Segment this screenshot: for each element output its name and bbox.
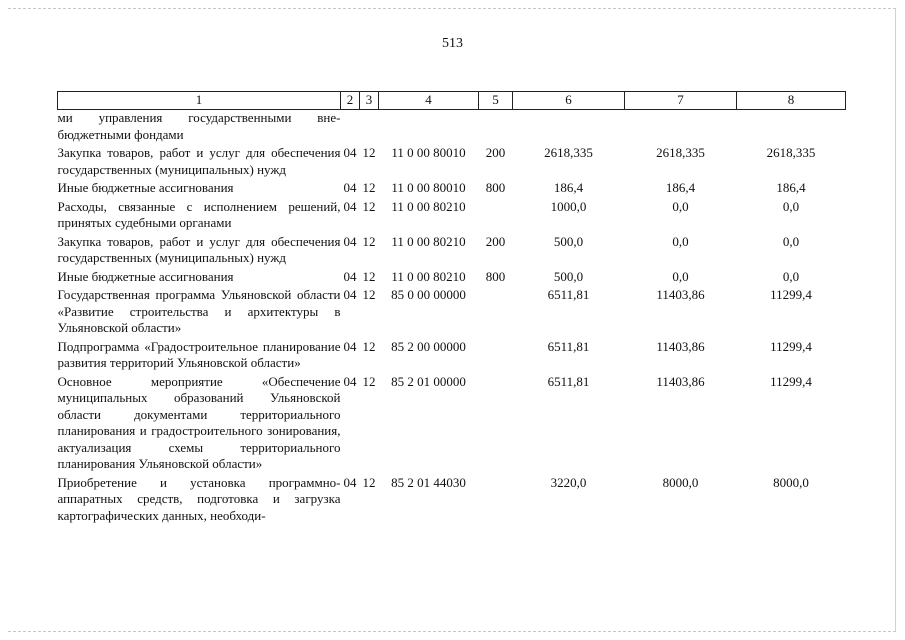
- target-article-cell: 85 2 01 00000: [391, 373, 466, 389]
- amount-year1-cell: 2618,335: [544, 145, 593, 160]
- amount-year3-cell: [737, 110, 846, 144]
- row-name-cell: Основное мероприятие «Обеспечение муниципальных образований Ульяновской области документами территориального планирования и градостроительного зонирования, актуализация схемы территориального планирования Ульяновской области»: [57, 373, 341, 471]
- amount-year3-cell: 11299,4: [770, 373, 812, 389]
- expense-type-cell: [479, 197, 513, 232]
- amount-year2-cell: 0,0: [672, 198, 689, 214]
- amount-year2-cell: 11403,86: [656, 287, 705, 302]
- amount-year1-cell: 3220,0: [550, 474, 587, 490]
- section-code-cell: 04: [343, 338, 357, 354]
- table-row: [58, 337, 846, 372]
- section-code-cell: 04: [343, 268, 357, 284]
- amount-year1-cell: 500,0: [553, 233, 584, 249]
- row-name-cell: Государственная программа Ульяновской области «Развитие строительства и архитектуры в Ульяновской области»: [57, 287, 341, 335]
- expense-type-cell: [479, 473, 513, 525]
- section-code-cell: 04: [343, 180, 357, 195]
- column-header: 3: [360, 92, 379, 110]
- row-name-cell: Закупка товаров, работ и услуг для обеспечения государственных (муниципальных) нужд: [57, 145, 341, 177]
- expense-type-cell: 200: [485, 145, 506, 160]
- section-code-cell: 04: [343, 373, 357, 389]
- page-number: 513: [442, 36, 463, 51]
- row-name-cell: Иные бюджетные ассигнования: [57, 180, 234, 195]
- amount-year1-cell: 6511,81: [547, 373, 590, 389]
- amount-year1-cell: 186,4: [553, 180, 584, 195]
- amount-year2-cell: 11403,86: [656, 373, 705, 389]
- subsection-code-cell: 12: [362, 373, 376, 389]
- column-header: 8: [737, 92, 846, 110]
- amount-year2-cell: [625, 110, 737, 144]
- subsection-code-cell: 12: [362, 268, 376, 284]
- target-article-cell: 11 0 00 80210: [391, 268, 466, 284]
- table-row: [58, 285, 846, 337]
- expense-type-cell: [479, 110, 513, 144]
- table-row: [58, 197, 846, 232]
- amount-year3-cell: 11299,4: [770, 338, 812, 354]
- column-header: 2: [341, 92, 360, 110]
- section-code-cell: 04: [343, 145, 357, 160]
- amount-year1-cell: [513, 110, 625, 144]
- amount-year1-cell: 6511,81: [547, 338, 590, 354]
- amount-year3-cell: 2618,335: [766, 145, 816, 160]
- row-name-cell: Подпрограмма «Градостроительное планирование развития территорий Ульяновской области»: [57, 338, 341, 370]
- column-header: 1: [58, 92, 341, 110]
- amount-year3-cell: 186,4: [776, 180, 806, 195]
- section-code-cell: [341, 110, 360, 144]
- target-article-cell: [379, 110, 479, 144]
- amount-year3-cell: 8000,0: [773, 474, 809, 490]
- expense-type-cell: 800: [485, 268, 506, 284]
- amount-year2-cell: 0,0: [672, 233, 689, 249]
- target-article-cell: 11 0 00 80010: [391, 180, 466, 195]
- budget-table: [57, 91, 846, 524]
- column-header: 7: [625, 92, 737, 110]
- section-code-cell: 04: [343, 474, 357, 490]
- expense-type-cell: [479, 337, 513, 372]
- target-article-cell: 11 0 00 80210: [391, 233, 466, 249]
- target-article-cell: 85 0 00 00000: [391, 287, 466, 302]
- table-row: [58, 110, 846, 144]
- amount-year2-cell: 8000,0: [662, 474, 699, 490]
- amount-year1-cell: 6511,81: [547, 287, 590, 302]
- table-row: [58, 267, 846, 286]
- amount-year3-cell: 0,0: [782, 198, 800, 214]
- expense-type-cell: [479, 372, 513, 473]
- amount-year1-cell: 1000,0: [550, 198, 587, 214]
- row-name-cell: Расходы, связанные с исполнением решений, принятых судебными органами: [57, 198, 341, 230]
- subsection-code-cell: 12: [362, 338, 376, 354]
- target-article-cell: 85 2 00 00000: [391, 338, 466, 354]
- column-header: 5: [479, 92, 513, 110]
- target-article-cell: 85 2 01 44030: [391, 474, 466, 490]
- row-name-cell: ми управления государственными внебюджетными фондами: [57, 110, 341, 142]
- subsection-code-cell: 12: [362, 198, 376, 214]
- amount-year3-cell: 0,0: [782, 233, 800, 249]
- subsection-code-cell: 12: [362, 233, 376, 249]
- row-name-cell: Иные бюджетные ассигнования: [57, 268, 234, 284]
- table-row: [58, 178, 846, 197]
- amount-year2-cell: 11403,86: [656, 338, 705, 354]
- table-header-row: [58, 92, 846, 110]
- amount-year3-cell: 0,0: [782, 268, 800, 284]
- table-row: [58, 232, 846, 267]
- amount-year2-cell: 0,0: [672, 268, 689, 284]
- column-header: 6: [513, 92, 625, 110]
- amount-year3-cell: 11299,4: [770, 287, 812, 302]
- subsection-code-cell: 12: [362, 145, 376, 160]
- expense-type-cell: 800: [485, 180, 506, 195]
- amount-year1-cell: 500,0: [553, 268, 584, 284]
- section-code-cell: 04: [343, 198, 357, 214]
- section-code-cell: 04: [343, 233, 357, 249]
- table-row: [58, 473, 846, 525]
- table-row: [58, 143, 846, 178]
- row-name-cell: Приобретение и установка программно-аппаратных средств, подготовка и загрузка картографических данных, необходи-: [57, 474, 341, 523]
- subsection-code-cell: 12: [362, 180, 376, 195]
- expense-type-cell: 200: [485, 233, 506, 249]
- subsection-code-cell: [360, 110, 379, 144]
- target-article-cell: 11 0 00 80210: [391, 198, 466, 214]
- section-code-cell: 04: [343, 287, 357, 302]
- amount-year2-cell: 2618,335: [656, 145, 705, 160]
- row-name-cell: Закупка товаров, работ и услуг для обеспечения государственных (муниципальных) нужд: [57, 233, 341, 265]
- subsection-code-cell: 12: [362, 287, 376, 302]
- expense-type-cell: [479, 285, 513, 337]
- table-row: [58, 372, 846, 473]
- amount-year2-cell: 186,4: [665, 180, 696, 195]
- target-article-cell: 11 0 00 80010: [391, 145, 466, 160]
- column-header: 4: [379, 92, 479, 110]
- subsection-code-cell: 12: [362, 474, 376, 490]
